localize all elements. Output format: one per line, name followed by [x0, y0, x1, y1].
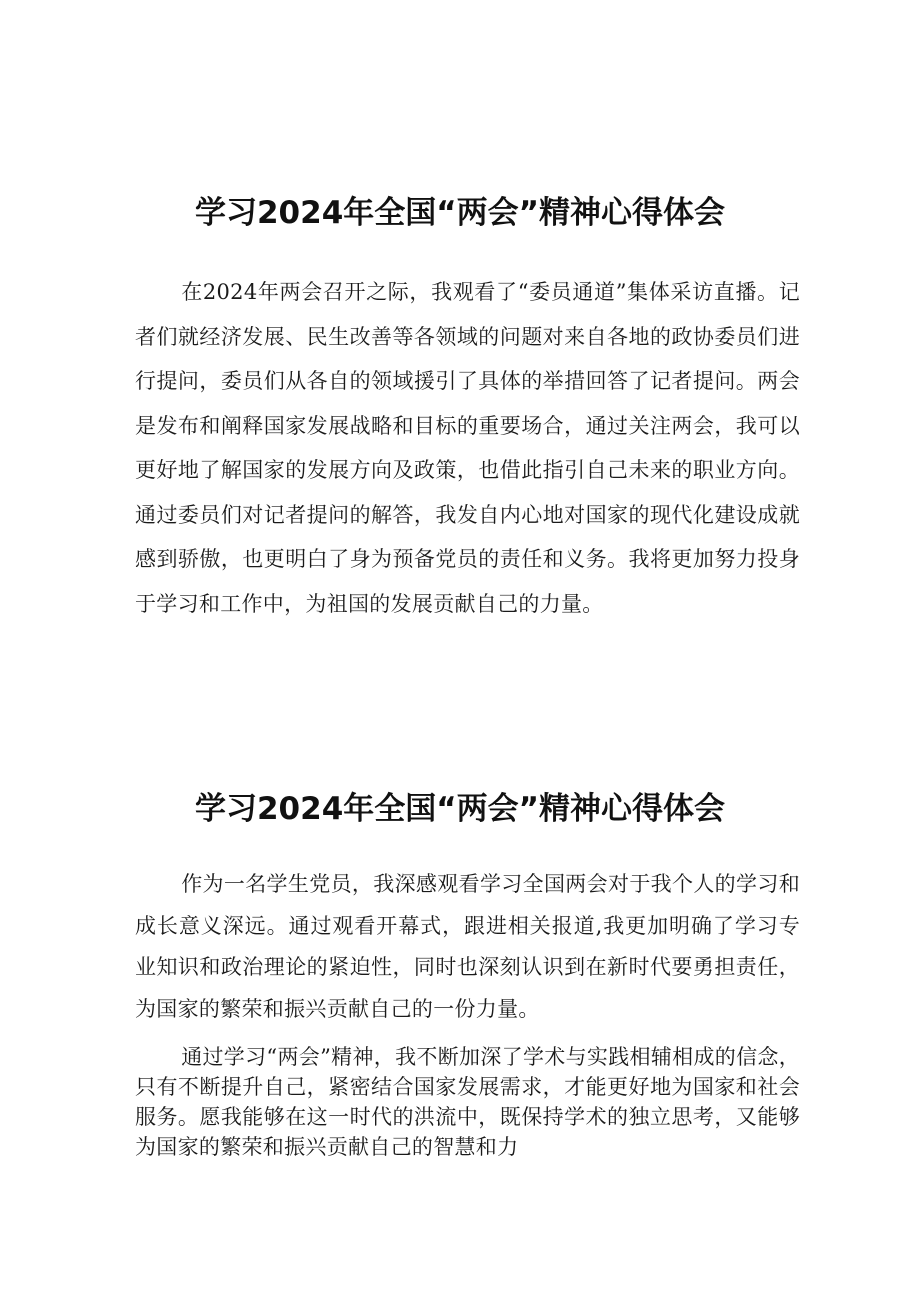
section-body [135, 270, 800, 626]
section-title: 学习2024年全国“两会”精神心得体会 [194, 194, 726, 231]
paragraph: 在2024年两会召开之际，我观看了“委员通道”集体采访直播。记者们就经济发展、民生改善等各领域的问题对来自各地的政协委员们进行提问，委员们从各自的领域援引了具体的举措回答了记者提问。两会是发布和阐释国家发展战略和目标的重要场合，通过关注两会，我可以更好地了解国家的发展方向及政策，也借此指引自己未来的职业方向。通过委员们对记者提问的解答，我发自内心地对国家的现代化建设成就感到骄傲，也更明白了身为预备党员的责任和义务。我将更加努力投身于学习和工作中，为祖国的发展贡献自己的力量。 [135, 280, 800, 616]
section-title: 学习2024年全国“两会”精神心得体会 [194, 790, 726, 827]
paragraph: 通过学习“两会”精神，我不断加深了学术与实践相辅相成的信念，只有不断提升自己，紧密结合国家发展需求，才能更好地为国家和社会服务。愿我能够在这一时代的洪流中，既保持学术的独立思考，又能够为国家的繁荣和振兴贡献自己的智慧和力 [135, 1045, 800, 1159]
paragraph: 作为一名学生党员，我深感观看学习全国两会对于我个人的学习和成长意义深远。通过观看开幕式，跟进相关报道,我更加明确了学习专业知识和政治理论的紧迫性，同时也深刻认识到在新时代要勇担责任，为国家的繁荣和振兴贡献自己的一份力量。 [135, 872, 800, 1021]
section-body [135, 864, 800, 1162]
